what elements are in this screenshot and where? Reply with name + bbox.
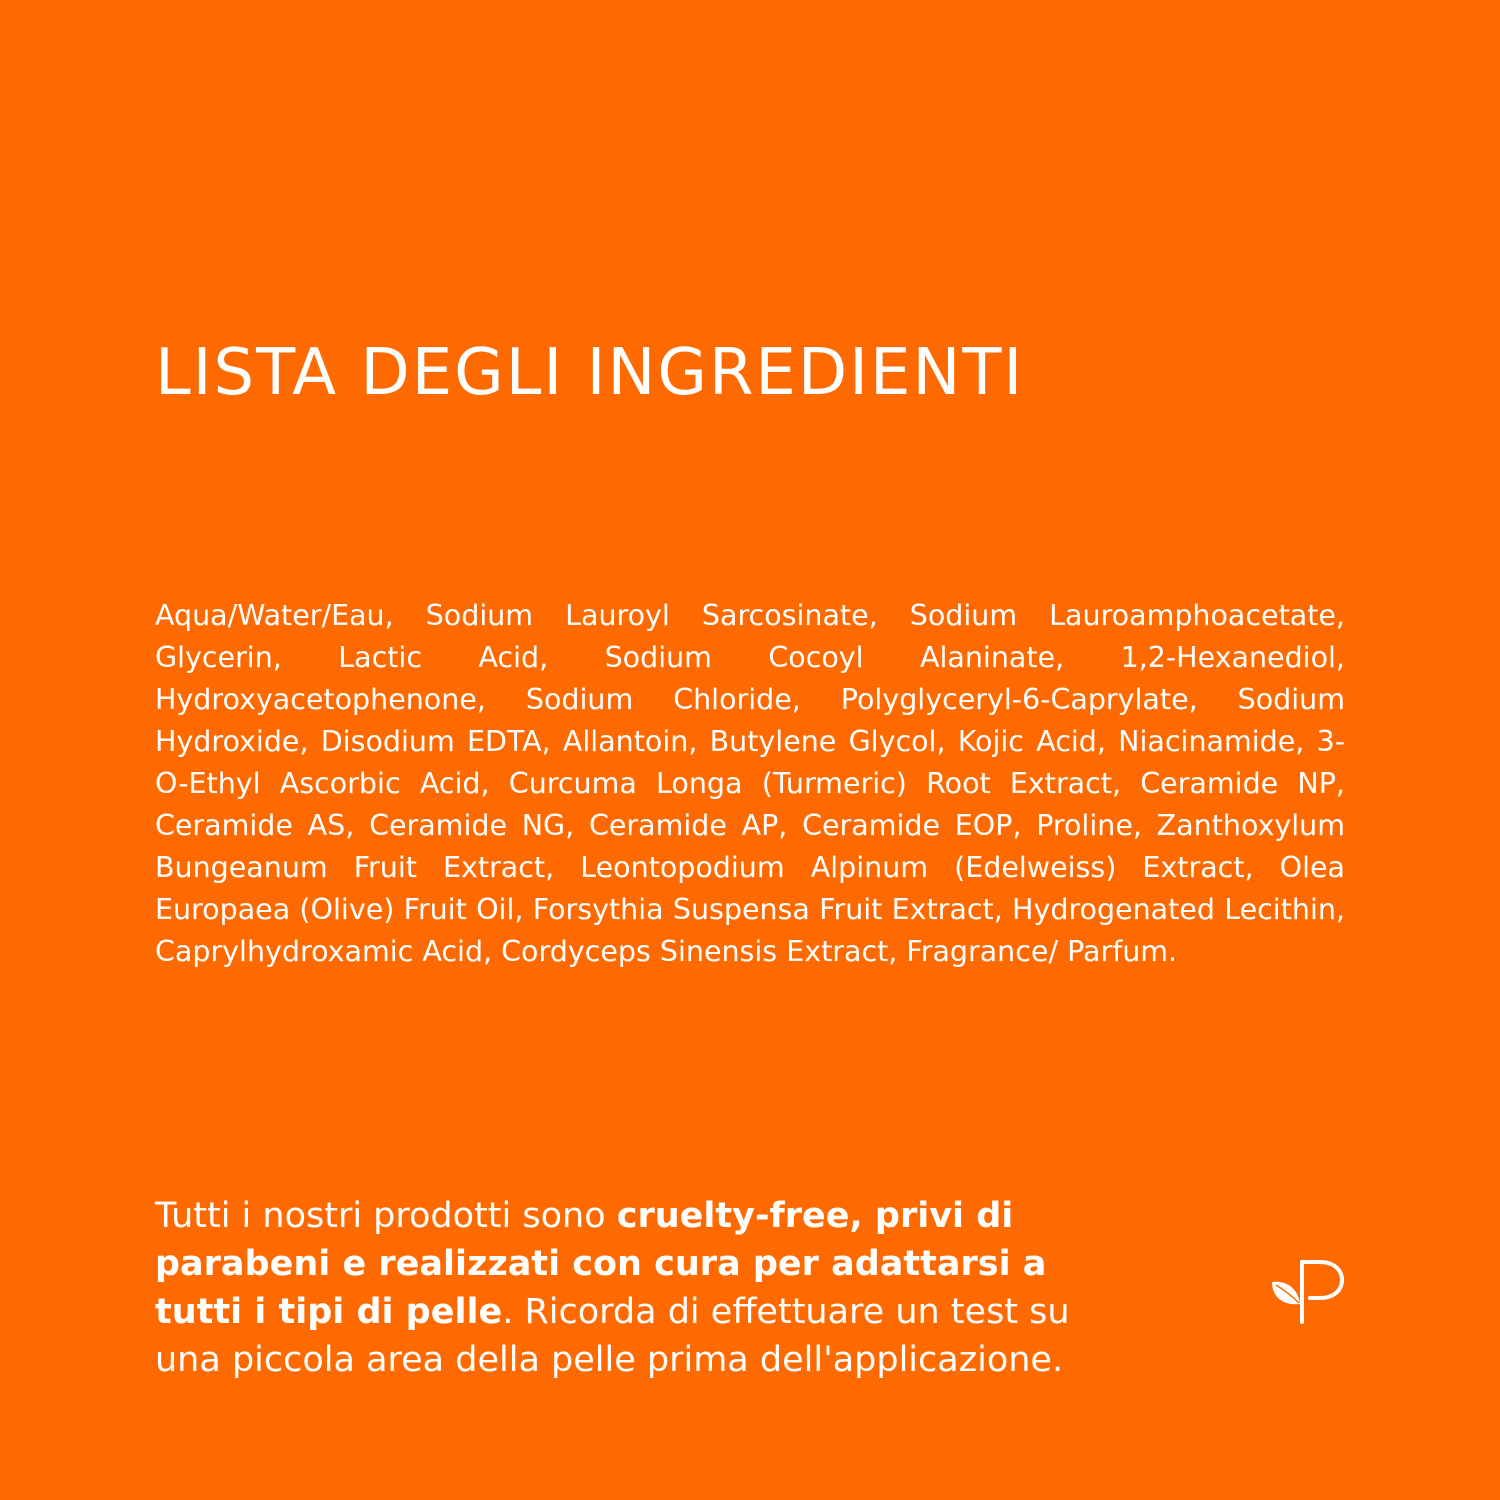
page-title: LISTA DEGLI INGREDIENTI — [155, 336, 1025, 410]
notice-outro: . Ricorda di effettuare un test su una piccola area della pelle prima dell'applicazione. — [155, 1292, 1070, 1380]
ingredients-list: Aqua/Water/Eau, Sodium Lauroyl Sarcosinate, Sodium Lauroamphoacetate, Glycerin, Lactic Acid, Sodium Cocoyl Alaninate, 1,2-Hexanediol, Hydroxyacetophenone, Sodium Chloride, Polyglyceryl-6-Caprylate, Sodium Hydroxide, Disodium EDTA, Allantoin, Butylene Glycol, Kojic Acid, Niacinamide, 3-O-Ethyl Ascorbic Acid, Curcuma Longa (Turmeric) Root Extract, Ceramide NP, Ceramide AS, Ceramide NG, Ceramide AP, Ceramide EOP, Proline, Zanthoxylum Bungeanum Fruit Extract, Leontopodium Alpinum (Edelweiss) Extract, Olea Europaea (Olive) Fruit Oil, Forsythia Suspensa Fruit Extract, Hydrogenated Lecithin, Caprylhydroxamic Acid, Cordyceps Sinensis Extract, Fragrance/ Parfum. — [155, 599, 1345, 968]
brand-leaf-p-logo-icon — [1262, 1248, 1350, 1326]
notice-highlight: cruelty-free, privi di parabeni e realizzati con cura per adattarsi a tutti i tipi di pelle — [155, 1196, 1047, 1332]
product-notice — [155, 1192, 1145, 1384]
notice-intro: Tutti i nostri prodotti sono — [155, 1196, 617, 1236]
